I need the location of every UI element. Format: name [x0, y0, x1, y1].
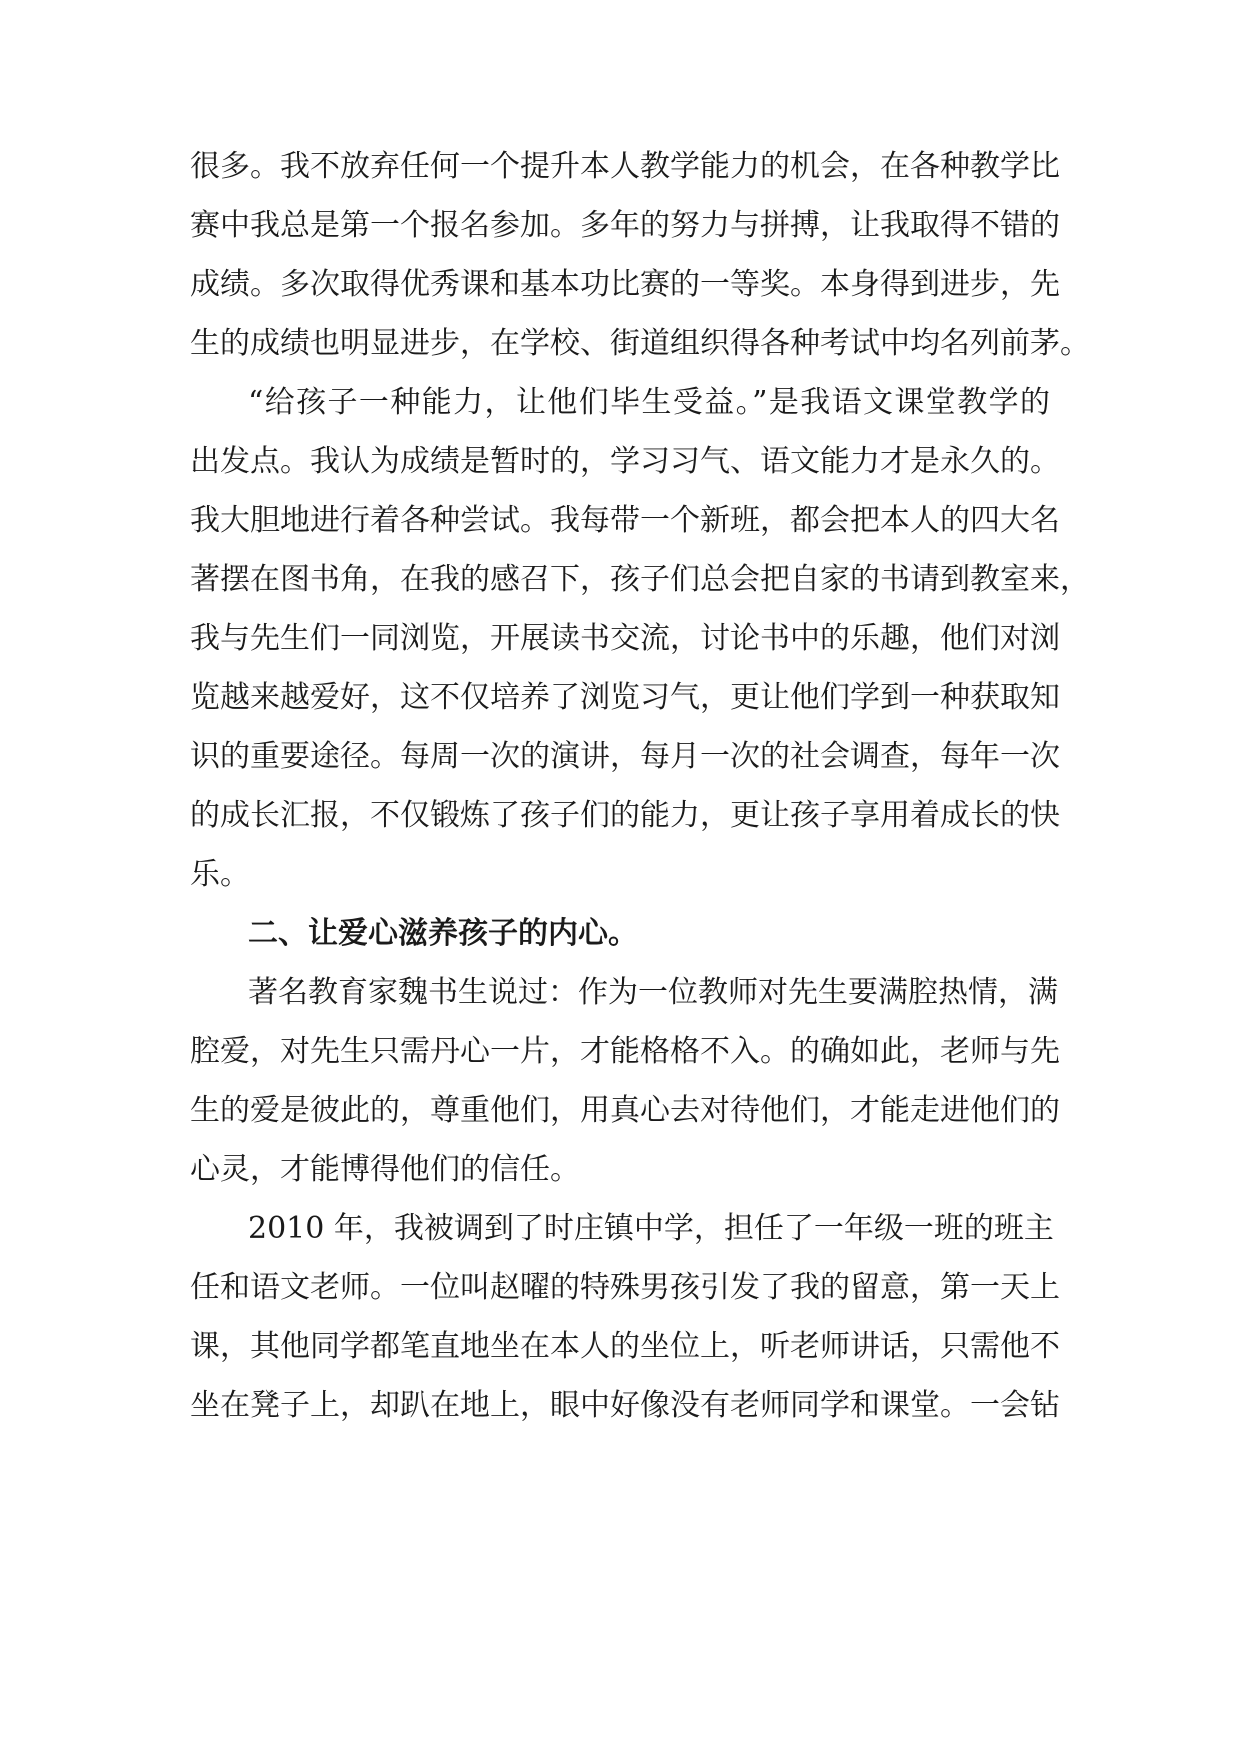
text-line: 生的成绩也明显进步，在学校、街道组织得各种考试中均名列前茅。 — [190, 326, 1090, 361]
paragraph-first-line: 著名教育家魏书生说过：作为一位教师对先生要满腔热情，满 — [248, 975, 1058, 1010]
text-line: 我与先生们一同浏览，开展读书交流，讨论书中的乐趣，他们对浏 — [190, 621, 1060, 656]
text-line: 成绩。多次取得优秀课和基本功比赛的一等奖。本身得到进步，先 — [190, 267, 1060, 302]
text-line: 腔爱，对先生只需丹心一片，才能格格不入。的确如此，老师与先 — [190, 1034, 1060, 1069]
text-line: 课，其他同学都笔直地坐在本人的坐位上，听老师讲话，只需他不 — [190, 1329, 1060, 1364]
text-line: 任和语文老师。一位叫赵曜的特殊男孩引发了我的留意，第一天上 — [190, 1270, 1060, 1305]
text-line: 览越来越爱好，这不仅培养了浏览习气，更让他们学到一种获取知 — [190, 680, 1060, 715]
text-line: 很多。我不放弃任何一个提升本人教学能力的机会，在各种教学比 — [190, 149, 1060, 184]
text-line: 识的重要途径。每周一次的演讲，每月一次的社会调查，每年一次 — [190, 739, 1060, 774]
text-line: 坐在凳子上，却趴在地上，眼中好像没有老师同学和课堂。一会钻 — [190, 1388, 1060, 1423]
text-line: 我大胆地进行着各种尝试。我每带一个新班，都会把本人的四大名 — [190, 503, 1060, 538]
text-line: 著摆在图书角，在我的感召下，孩子们总会把自家的书请到教室来， — [190, 562, 1090, 597]
text-line: 生的爱是彼此的，尊重他们，用真心去对待他们，才能走进他们的 — [190, 1093, 1060, 1128]
section-heading: 二、让爱心滋养孩子的内心。 — [248, 916, 638, 951]
text-line: 乐。 — [190, 857, 250, 892]
paragraph-first-line: 2010 年，我被调到了时庄镇中学，担任了一年级一班的班主 — [248, 1211, 1054, 1246]
text-line: 出发点。我认为成绩是暂时的，学习习气、语文能力才是永久的。 — [190, 444, 1060, 479]
text-line: 心灵，才能博得他们的信任。 — [190, 1152, 580, 1187]
text-line: 赛中我总是第一个报名参加。多年的努力与拼搏，让我取得不错的 — [190, 208, 1060, 243]
text-line: 的成长汇报，不仅锻炼了孩子们的能力，更让孩子享用着成长的快 — [190, 798, 1060, 833]
paragraph-first-line: “给孩子一种能力，让他们毕生受益。”是我语文课堂教学的 — [248, 385, 1050, 420]
